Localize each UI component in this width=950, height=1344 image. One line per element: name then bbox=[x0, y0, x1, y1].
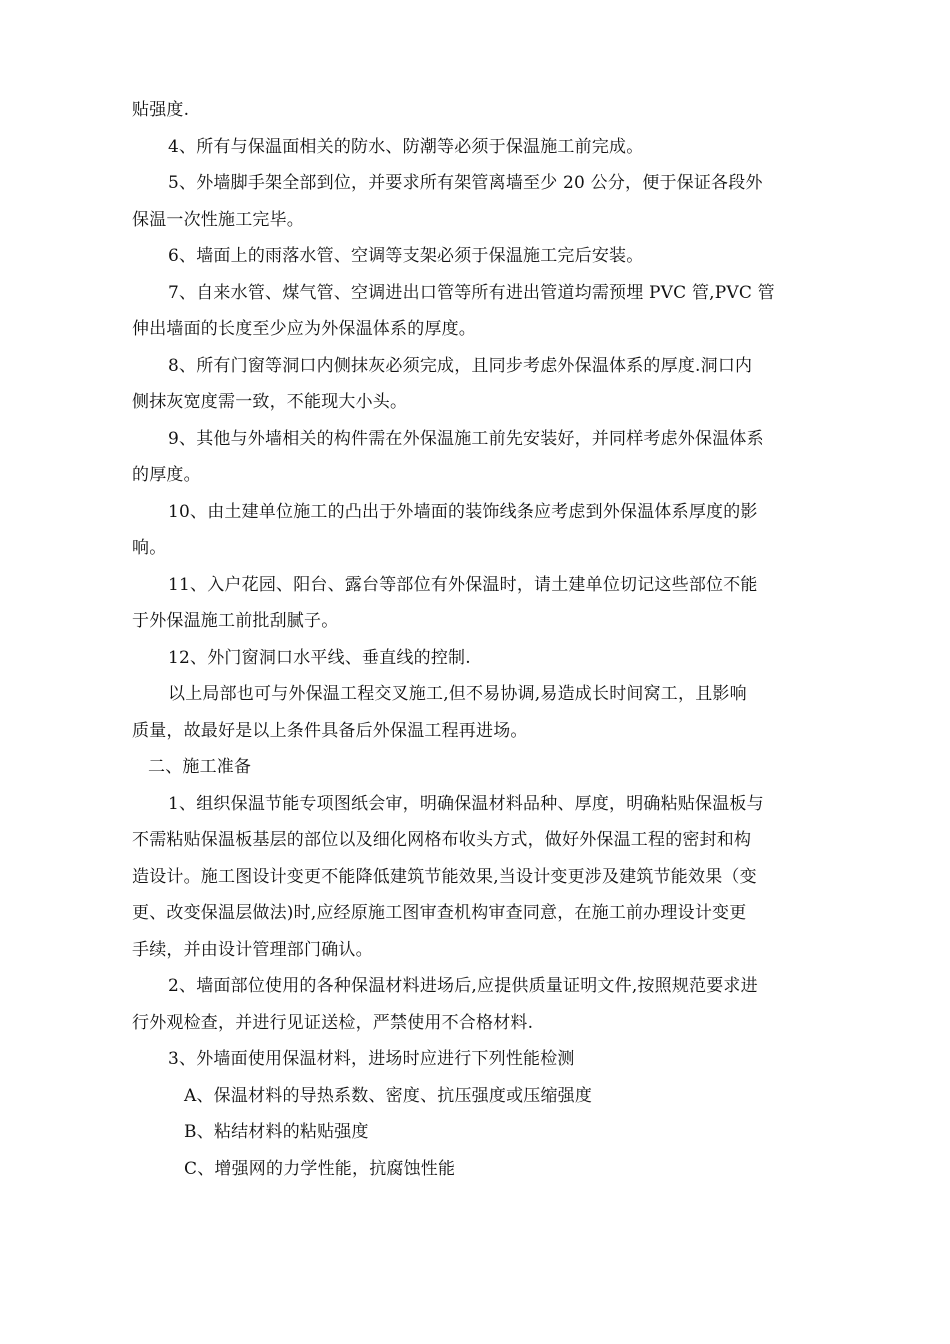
text-line: 贴强度. bbox=[132, 100, 190, 120]
text-line: 12、外门窗洞口水平线、垂直线的控制. bbox=[168, 647, 471, 668]
text-line: 6、墙面上的雨落水管、空调等支架必须于保温施工完后安装。 bbox=[168, 246, 644, 266]
text-line: 7、自来水管、煤气管、空调进出口管等所有进出管道均需预埋 PVC 管,PVC 管 bbox=[168, 282, 775, 303]
text-line: 5、外墙脚手架全部到位，并要求所有架管离墙至少 20 公分，便于保证各段外 bbox=[168, 173, 763, 193]
text-line: 以上局部也可与外保温工程交叉施工,但不易协调,易造成长时间窝工，且影响 bbox=[168, 684, 747, 704]
text-line: 9、其他与外墙相关的构件需在外保温施工前先安装好，并同样考虑外保温体系 bbox=[168, 428, 764, 449]
text-line: 1、组织保温节能专项图纸会审，明确保温材料品种、厚度，明确粘贴保温板与 bbox=[168, 793, 764, 814]
text-line: 质量，故最好是以上条件具备后外保温工程再进场。 bbox=[132, 720, 528, 741]
text-line: 不需粘贴保温板基层的部位以及细化网格布收头方式，做好外保温工程的密封和构 bbox=[132, 830, 752, 850]
text-line: 响。 bbox=[132, 538, 167, 558]
section-heading: 二、施工准备 bbox=[148, 757, 252, 777]
text-line: 更、改变保温层做法)时,应经原施工图审查机构审查同意，在施工前办理设计变更 bbox=[132, 903, 747, 923]
text-line: 手续，并由设计管理部门确认。 bbox=[132, 939, 373, 960]
text-line: 保温一次性施工完毕。 bbox=[132, 209, 304, 230]
text-line: 11、入户花园、阳台、露台等部位有外保温时，请土建单位切记这些部位不能 bbox=[168, 574, 758, 595]
text-line: 于外保温施工前批刮腻子。 bbox=[132, 611, 339, 631]
text-line: 3、外墙面使用保温材料，进场时应进行下列性能检测 bbox=[168, 1049, 575, 1069]
text-line: 10、由土建单位施工的凸出于外墙面的装饰线条应考虑到外保温体系厚度的影 bbox=[168, 501, 758, 522]
text-line: 2、墙面部位使用的各种保温材料进场后,应提供质量证明文件,按照规范要求进 bbox=[168, 976, 758, 996]
text-line: 8、所有门窗等洞口内侧抹灰必须完成，且同步考虑外保温体系的厚度.洞口内 bbox=[168, 355, 753, 376]
list-item: A、保温材料的导热系数、密度、抗压强度或压缩强度 bbox=[184, 1085, 593, 1106]
document-page bbox=[132, 92, 822, 1187]
text-line: 行外观检查，并进行见证送检，严禁使用不合格材料. bbox=[132, 1012, 534, 1033]
list-item: C、增强网的力学性能，抗腐蚀性能 bbox=[184, 1158, 456, 1179]
text-line: 侧抹灰宽度需一致，不能现大小头。 bbox=[132, 392, 408, 412]
text-line: 4、所有与保温面相关的防水、防潮等必须于保温施工前完成。 bbox=[168, 136, 644, 157]
text-line: 的厚度。 bbox=[132, 465, 201, 485]
text-line: 伸出墙面的长度至少应为外保温体系的厚度。 bbox=[132, 319, 476, 339]
text-line: 造设计。施工图设计变更不能降低建筑节能效果,当设计变更涉及建筑节能效果（变 bbox=[132, 866, 757, 887]
list-item: B、粘结材料的粘贴强度 bbox=[184, 1122, 369, 1142]
